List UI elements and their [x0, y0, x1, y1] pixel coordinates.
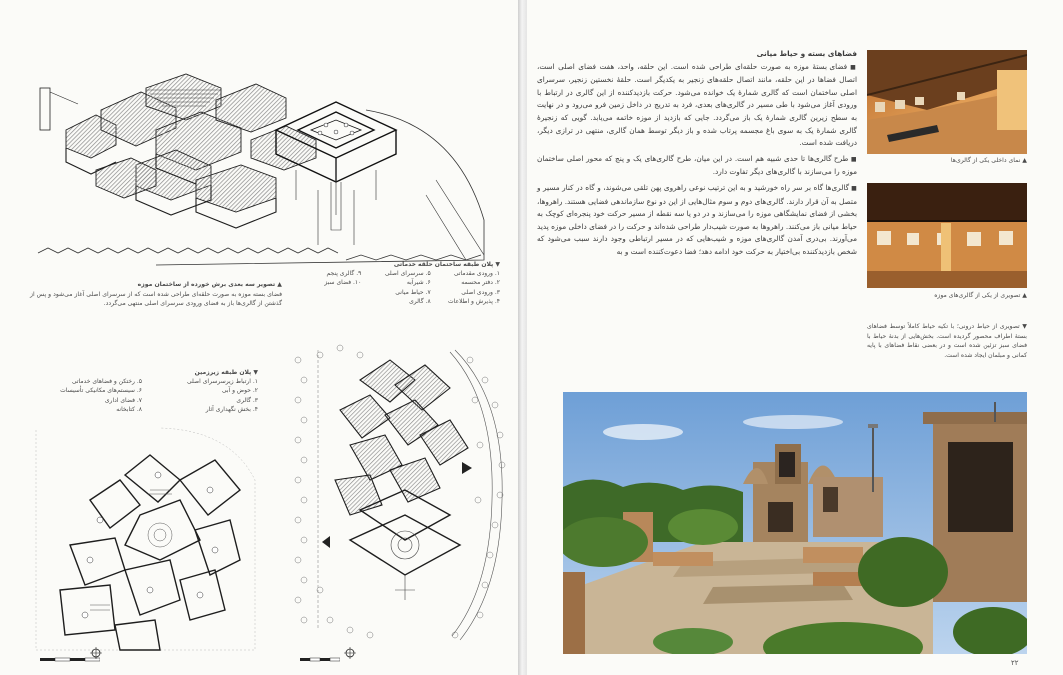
photo-1-caption: ▲ نمای داخلی یکی از گالری‌ها [950, 157, 1027, 164]
legend-ground-col-left [302, 269, 361, 306]
legend-item: ۲. حوض و آبی [221, 387, 258, 395]
main-text-column [537, 48, 857, 259]
legend-item: ۷. فضای اداری [104, 396, 142, 404]
legend-basement-columns [36, 377, 258, 414]
scale-bar-right [300, 648, 340, 654]
legend-item: ۶. شیرآبه [406, 279, 431, 287]
right-page [527, 0, 1063, 675]
legend-ground-col-right [441, 269, 500, 306]
axonometric-caption [30, 280, 282, 309]
photo-3-caption: ▼ تصویری از حیاط درونی؛ با تکیه حیاط کاملاً توسط فضاهای بستهٔ اطراف محصور گردیده است. بخش‌هایی از بدنهٔ حیاط با فضای سبز تزئین شده است و در بعضی نقاط فضاهای با پایه کمانی و مبلمان ایجاد شده است. [867, 323, 1027, 359]
courtyard-exterior-photo [563, 392, 1027, 654]
legend-item: ۳. ورودی اصلی [461, 288, 500, 296]
paragraph-2: ■ طرح گالری‌ها تا حدی شبیه هم است. در این میان، طرح گالری‌های یک و پنج که محور اصلی ساختمان موزه را می‌سازند با گالری‌های دیگر تفاوت دارد. [537, 153, 857, 179]
legend-item: ۲. دفتر محسمه [461, 279, 500, 287]
photo-2-caption: ▲ تصویری از یکی از گالری‌های موزه [934, 292, 1027, 299]
legend-item: ۵. رختکن و فضاهای خدماتی [71, 378, 142, 386]
paragraph-1: ■ فضای بستهٔ موزه به صورت حلقه‌ای طراحی شده است. این حلقه، واحد، هفت فضای اصلی است، اتصال فضاها در این حلقه، مانند اتصال حلقه‌های زنجیر به یکدیگر است. حلقهٔ نخستین زنجیر، سرسرای اصلی ساختمان است که گالری شمارهٔ یک خوانده می‌شود. حرکت بازدیدکننده از این گالری در ارتباط با ورودی آغاز می‌شود با طی مسیر در گالری‌های بعدی، فرد به تدریج در داخل زمین فرو می‌رود و در نهایت به سطح زیرین گالری شمارهٔ یک باز می‌گردد. جایی که بازدید از موزه خاتمه می‌یابد. گویی که زنجیرهٔ گالری شمارهٔ یک به سوی باغ مجسمه پرتاب شده و باز دیگر توسط همان گالری، منتهی در ترازی دیگر، دریافت شده است. [537, 61, 857, 150]
axonometric-cutaway-drawing [36, 70, 488, 270]
basement-floor-plan [30, 420, 260, 660]
legend-ground-columns [302, 269, 500, 306]
legend-item: ۶. سیستم‌های مکانیکی تأسیسات [60, 387, 142, 395]
legend-item: ۱۰. فضای سبز [324, 279, 362, 287]
legend-item: ۱. ارتباط زیرسرسرای اصلی [187, 378, 258, 386]
page-number: ۲۲ [1011, 659, 1019, 667]
section-heading: فضاهای بسته و حیاط میانی [756, 49, 857, 58]
legend-ground-title: ▼ پلان طبقه ساختمان حلقه خدماتی [393, 261, 500, 268]
legend-ground-floor [302, 260, 500, 306]
gallery-interior-photo-1 [867, 50, 1027, 154]
legend-basement [36, 368, 258, 414]
axonometric-caption-body: فضای بسته موزه به صورت حلقه‌ای طراحی شده است که از سرسرای اصلی آغاز می‌شود و پس از گذشتن از گالری‌ها باز به فضای ورودی سرسرای اصلی منتهی می‌گردد. [30, 290, 282, 307]
axonometric-caption-title: ▲ تصویر سه بعدی برش خورده از ساختمان موزه [137, 281, 282, 288]
legend-item: ۴. پذیرش و اطلاعات [448, 297, 500, 305]
legend-basement-title: ▼ پلان طبقه زیرزمین [194, 369, 258, 376]
legend-item: ۴. بخش نگهداری آثار [205, 405, 258, 413]
legend-item: ۵. سرسرای اصلی [384, 270, 431, 278]
legend-basement-col-left [36, 377, 142, 414]
paragraph-3: ■ گالری‌ها گاه بر سر راه خورشید و به این ترتیب نوعی راهروی پهن تلقی می‌شوند، و گاه در کنار مسیر و متصل به آن قرار دارند. گالری‌های دوم و سوم مثال‌هایی از این دو نوع سازماندهی فضایی هستند. راهروها، بخشی از فضای نمایشگاهی موزه را می‌سازند و در دو یا سه نقطه از مسیر حرکت خود پنجره‌ای کوچک به حیاط میانی باز می‌کنند. راهروها به صورت شیب‌دار طراحی شده‌اند و حرکت را در فضای داخلی موزه پدید می‌آورند. بی‌دری آمدن گالری‌های موزه و شیب‌هایی که در مسیر ارتباطی وجود دارند سبب می‌شود که شخص بازدیدکننده بی‌اختیار به حرکت خود ادامه دهد؛ فضا دعوت‌کننده است و به [537, 182, 857, 259]
legend-item: ۱. ورودی مقدماتی [453, 270, 500, 278]
north-arrow-icon [344, 644, 356, 663]
legend-item: ۸. کتابخانه [116, 405, 142, 413]
scale-bar-graphic [300, 657, 340, 663]
legend-ground-col-mid [371, 269, 430, 306]
legend-item: ۸. گالری [409, 297, 431, 305]
gallery-interior-photo-2 [867, 183, 1027, 288]
north-arrow-icon [90, 644, 102, 663]
legend-item: ۷. حیاط میانی [395, 288, 431, 296]
legend-item: ۳. گالری [236, 396, 258, 404]
ground-floor-site-plan [290, 340, 510, 660]
book-gutter [518, 0, 527, 675]
legend-item: ۹. گالری پنجم [326, 270, 362, 278]
legend-basement-col-right [152, 377, 258, 414]
left-page [0, 0, 518, 675]
